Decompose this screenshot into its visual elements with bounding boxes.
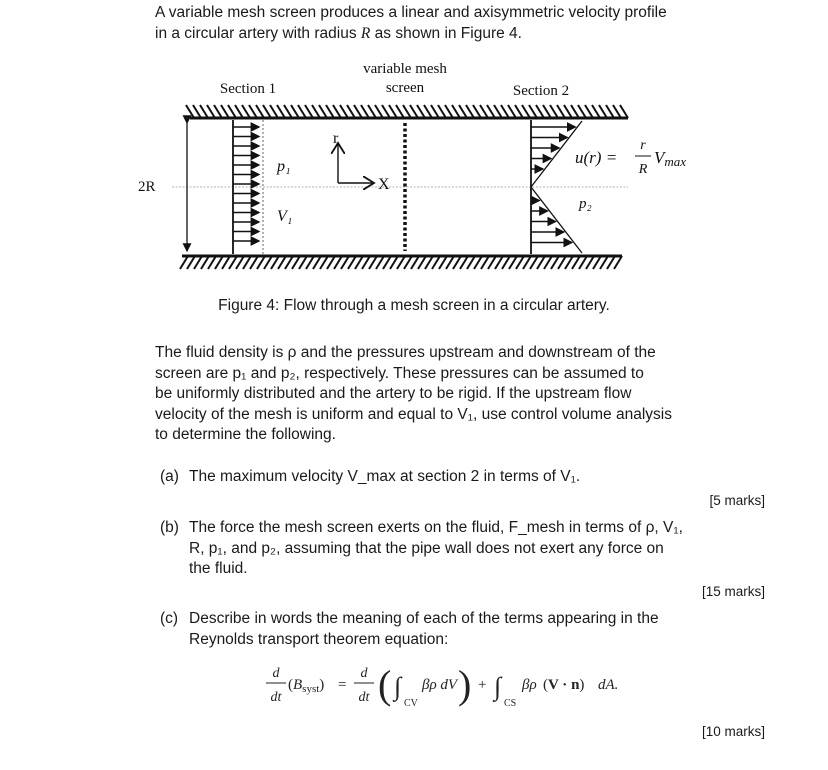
profile-eq-lhs: u(r) =	[575, 148, 618, 167]
question-b-label: (b)	[160, 519, 179, 536]
hatch-line	[445, 105, 453, 118]
hatch-line	[277, 105, 285, 118]
hatch-line	[340, 105, 348, 118]
hatch-line	[256, 105, 264, 118]
hatch-line	[466, 105, 474, 118]
hatch-line	[362, 256, 370, 269]
hatch-line	[544, 256, 552, 269]
hatch-line	[369, 256, 377, 269]
hatch-line	[502, 256, 510, 269]
hatch-line	[215, 256, 223, 269]
hatch-line	[474, 256, 482, 269]
label-X: X	[378, 176, 390, 193]
hatch-line	[312, 105, 320, 118]
hatch-line	[355, 256, 363, 269]
label-p1: p₁	[277, 158, 291, 175]
question-c-line-1: Describe in words the meaning of each of the terms appearing in the	[189, 610, 659, 627]
hatch-line	[557, 105, 565, 118]
hatch-line	[418, 256, 426, 269]
hatch-line	[473, 105, 481, 118]
hatch-line	[390, 256, 398, 269]
hatch-line	[600, 256, 608, 269]
hatch-line	[207, 105, 215, 118]
hatch-line	[614, 256, 622, 269]
top-wall-hatching	[186, 105, 628, 118]
hatch-line	[424, 105, 432, 118]
hatch-line	[607, 256, 615, 269]
label-variable-mesh: variable mesh	[363, 61, 447, 77]
hatch-line	[250, 256, 258, 269]
question-b-line-1: The force the mesh screen exerts on the fluid, F_mesh in terms of ρ, V₁,	[189, 519, 683, 536]
body-paragraph	[155, 343, 705, 446]
hatch-line	[613, 105, 621, 118]
hatch-line	[228, 105, 236, 118]
hatch-line	[404, 256, 412, 269]
hatch-line	[439, 256, 447, 269]
linear-velocity-arrows	[531, 127, 575, 243]
hatch-line	[354, 105, 362, 118]
hatch-line	[186, 105, 194, 118]
hatch-line	[536, 105, 544, 118]
eq-b-syst: $(B_{syst})$	[288, 677, 325, 695]
hatch-line	[438, 105, 446, 118]
hatch-line	[565, 256, 573, 269]
hatch-line	[572, 256, 580, 269]
hatch-line	[564, 105, 572, 118]
hatch-line	[515, 105, 523, 118]
hatch-line	[410, 105, 418, 118]
hatch-line	[593, 256, 601, 269]
hatch-line	[452, 105, 460, 118]
reynolds-transport-equation	[258, 660, 638, 716]
hatch-line	[382, 105, 390, 118]
label-V1: V₁	[277, 208, 293, 225]
hatch-line	[319, 105, 327, 118]
hatch-line	[313, 256, 321, 269]
hatch-line	[551, 256, 559, 269]
hatch-line	[341, 256, 349, 269]
hatch-line	[494, 105, 502, 118]
hatch-line	[389, 105, 397, 118]
eq-beta-rho-dv: βρ dV	[422, 677, 458, 693]
hatch-line	[585, 105, 593, 118]
hatch-line	[229, 256, 237, 269]
hatch-line	[529, 105, 537, 118]
hatch-line	[292, 256, 300, 269]
eq-integral-cv: ∫	[394, 672, 402, 701]
eq-d-num-2: d	[360, 666, 368, 681]
hatch-line	[599, 105, 607, 118]
hatch-line	[214, 105, 222, 118]
hatch-line	[285, 256, 293, 269]
eq-paren-close: )	[458, 662, 472, 707]
profile-eq-den: R	[638, 162, 648, 177]
figure-caption: Figure 4: Flow through a mesh screen in a circular artery.	[218, 297, 610, 314]
body-line-3: be uniformly distributed and the artery to be rigid. If the upstream flow	[155, 385, 632, 402]
hatch-line	[606, 105, 614, 118]
hatch-line	[264, 256, 272, 269]
hatch-line	[291, 105, 299, 118]
hatch-line	[270, 105, 278, 118]
hatch-line	[586, 256, 594, 269]
question-b-line-3: the fluid.	[189, 560, 248, 577]
profile-eq-vmax: Vmax	[654, 148, 687, 169]
hatch-line	[200, 105, 208, 118]
hatch-line	[403, 105, 411, 118]
hatch-line	[375, 105, 383, 118]
hatch-line	[271, 256, 279, 269]
hatch-line	[481, 256, 489, 269]
question-b-line-2: R, p₁, and p₂, assuming that the pipe wall does not exert any force on	[189, 539, 664, 557]
question-c-label: (c)	[160, 610, 179, 627]
intro-line-2: in a circular artery with radius R as shown in Figure 4.	[155, 24, 522, 42]
question-c-marks: [10 marks]	[701, 724, 765, 739]
hatch-line	[530, 256, 538, 269]
hatch-line	[467, 256, 475, 269]
hatch-line	[236, 256, 244, 269]
hatch-line	[431, 105, 439, 118]
hatch-line	[222, 256, 230, 269]
eq-da: dA.	[598, 677, 619, 693]
hatch-line	[348, 256, 356, 269]
label-section-1: Section 1	[219, 81, 277, 97]
hatch-line	[347, 105, 355, 118]
hatch-line	[243, 256, 251, 269]
profile-eq-num: r	[640, 138, 646, 153]
hatch-line	[487, 105, 495, 118]
hatch-line	[397, 256, 405, 269]
hatch-line	[368, 105, 376, 118]
hatch-line	[333, 105, 341, 118]
question-a-label: (a)	[160, 468, 179, 485]
question-a-marks: [5 marks]	[709, 493, 765, 508]
eq-dt-den-1: dt	[270, 690, 282, 705]
hatch-line	[620, 105, 628, 118]
body-line-1: The fluid density is ρ and the pressures upstream and downstream of the	[155, 344, 656, 361]
body-line-5: to determine the following.	[155, 426, 336, 443]
hatch-line	[334, 256, 342, 269]
hatch-line	[446, 256, 454, 269]
label-r: r	[333, 130, 339, 147]
body-line-4: velocity of the mesh is uniform and equal to V₁, use control volume analysis	[155, 405, 672, 423]
question-c-line-2: Reynolds transport theorem equation:	[189, 630, 449, 648]
hatch-line	[522, 105, 530, 118]
artery-flow-figure	[130, 55, 700, 287]
hatch-line	[417, 105, 425, 118]
eq-equals: =	[338, 677, 347, 693]
eq-integral-cs: ∫	[494, 672, 502, 701]
hatch-line	[242, 105, 250, 118]
eq-vn: (V · n)	[543, 677, 585, 693]
hatch-line	[488, 256, 496, 269]
hatch-line	[376, 256, 384, 269]
uniform-velocity-arrows	[233, 127, 259, 241]
hatch-line	[327, 256, 335, 269]
eq-d-num-1: d	[272, 666, 280, 681]
hatch-line	[537, 256, 545, 269]
hatch-line	[579, 256, 587, 269]
hatch-line	[298, 105, 306, 118]
eq-cs-label: CS	[504, 698, 517, 709]
hatch-line	[558, 256, 566, 269]
hatch-line	[361, 105, 369, 118]
label-2R: 2R	[138, 179, 156, 195]
hatch-line	[180, 256, 188, 269]
hatch-line	[432, 256, 440, 269]
eq-plus: +	[478, 677, 487, 693]
bottom-wall-hatching	[180, 256, 622, 269]
hatch-line	[578, 105, 586, 118]
label-p2: p₂	[579, 196, 592, 212]
intro-paragraph	[155, 3, 705, 44]
hatch-line	[193, 105, 201, 118]
eq-beta-rho: βρ	[522, 677, 537, 693]
body-line-2: screen are p₁ and p₂, respectively. These pressures can be assumed to	[155, 364, 644, 382]
hatch-line	[425, 256, 433, 269]
hatch-line	[460, 256, 468, 269]
hatch-line	[208, 256, 216, 269]
hatch-line	[571, 105, 579, 118]
hatch-line	[396, 105, 404, 118]
question-a-line-1: The maximum velocity V_max at section 2 in terms of V₁.	[189, 468, 581, 485]
hatch-line	[320, 256, 328, 269]
hatch-line	[263, 105, 271, 118]
hatch-line	[453, 256, 461, 269]
hatch-line	[459, 105, 467, 118]
hatch-line	[592, 105, 600, 118]
hatch-line	[516, 256, 524, 269]
hatch-line	[284, 105, 292, 118]
hatch-line	[550, 105, 558, 118]
hatch-line	[278, 256, 286, 269]
hatch-line	[194, 256, 202, 269]
hatch-line	[508, 105, 516, 118]
eq-dt-den-2: dt	[358, 690, 370, 705]
hatch-line	[221, 105, 229, 118]
question-b-marks: [15 marks]	[701, 584, 765, 599]
hatch-line	[326, 105, 334, 118]
hatch-line	[523, 256, 531, 269]
hatch-line	[235, 105, 243, 118]
hatch-line	[383, 256, 391, 269]
hatch-line	[501, 105, 509, 118]
hatch-line	[411, 256, 419, 269]
hatch-line	[305, 105, 313, 118]
label-screen: screen	[385, 80, 425, 96]
hatch-line	[201, 256, 209, 269]
hatch-line	[299, 256, 307, 269]
hatch-line	[543, 105, 551, 118]
hatch-line	[187, 256, 195, 269]
hatch-line	[249, 105, 257, 118]
label-section-2: Section 2	[512, 83, 570, 99]
eq-paren-open: (	[378, 662, 392, 707]
hatch-line	[257, 256, 265, 269]
hatch-line	[509, 256, 517, 269]
eq-cv-label: CV	[404, 698, 418, 709]
hatch-line	[480, 105, 488, 118]
hatch-line	[306, 256, 314, 269]
hatch-line	[495, 256, 503, 269]
intro-line-1: A variable mesh screen produces a linear and axisymmetric velocity profile	[155, 4, 667, 21]
